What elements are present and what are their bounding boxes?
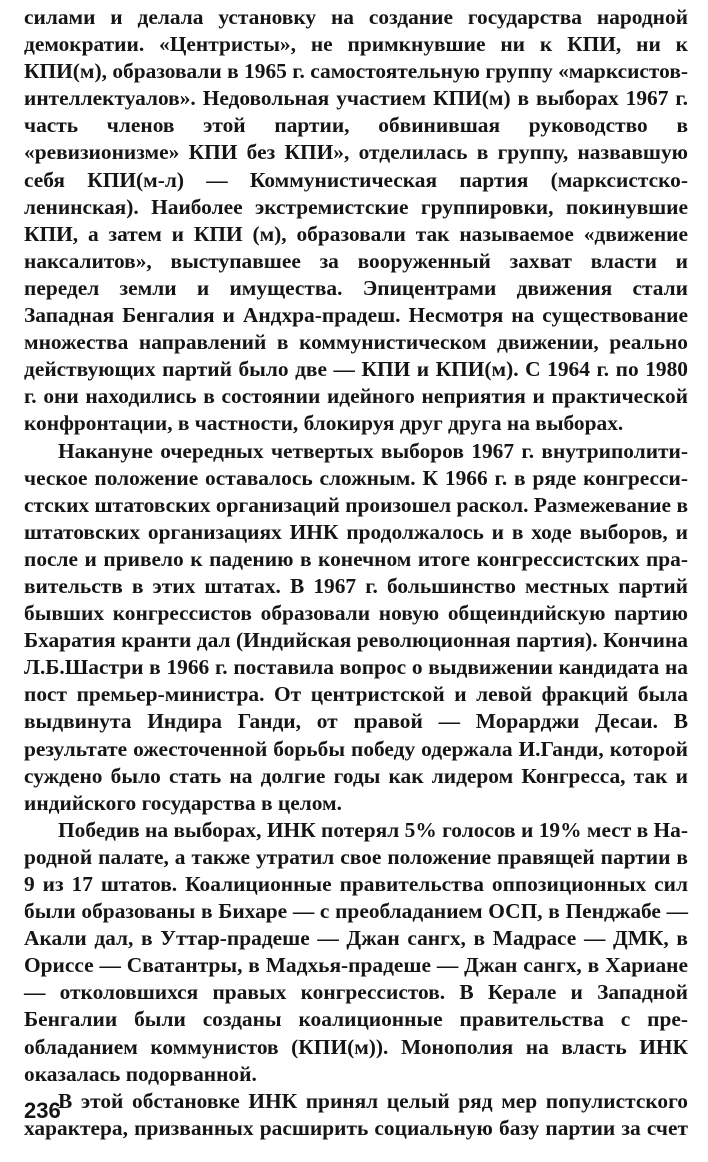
paragraph-2: Накануне очередных четвертых выборов 1967 г. внутриполитическое положение оставалось сложным. К 1966 г. в ряде конгрессистских штатовских организаций произошел раскол. Размежевание в штатовских организациях ИНК продолжалось и в ходе выборов, и после и привело к падению в конечном итоге конгрессистских правительств в этих штатах. В 1967 г. большинство местных партий бывших конгрессистов образовали новую общеиндийскую партию Бхаратия кранти дал (Индийская революционная партия). Кончина Л.Б.Шастри в 1966 г. поставила вопрос о выдвижении кандидата на пост премьер-министра. От центристской и левой фракций была выдвинута Индира Ганди, от правой — Морарджи Десаи. В результате ожесточенной борьбы победу одержала И.Ганди, которой суждено было стать на долгие годы как лидером Конгресса, так и индийского государства в целом. (24, 438, 688, 815)
page-number: 236 (24, 1098, 61, 1123)
paragraph-3: Победив на выборах, ИНК потерял 5% голосов и 19% мест в Народной палате, а также утратил свое положение правящей партии в 9 из 17 штатов. Коалиционные правительства оппозиционных сил были образованы в Бихаре — с преобладанием ОСП, в Пенджабе — Акали дал, в Уттар-прадеше — Джан сангх, в Мадрасе — ДМК, в Ориссе — Сватантры, в Мадхья-прадеше — Джан сангх, в Хариане — отколовшихся правых конгрессистов. В Керале и Западной Бенгалии были созданы коалиционные правительства с преобладанием коммунистов (КПИ(м)). Монополия на власть ИНК оказалась подорванной. (24, 817, 688, 1086)
paragraph-1: силами и делала установку на создание государства народной демократии. «Центристы», не примкнувшие ни к КПИ, ни к КПИ(м), образовали в 1965 г. самостоятельную группу «марксистов-интеллектуалов». Недовольная участием КПИ(м) в выборах 1967 г. часть членов этой партии, обвинившая руководство в «ревизионизме» КПИ без КПИ», отделилась в группу, назвавшую себя КПИ(м-л) — Коммунистическая партия (марксистско-ленинская). Наиболее экстремистские группировки, покинувшие КПИ, а затем и КПИ (м), образовали так называемое «движение наксалитов», выступавшее за вооруженный захват власти и передел земли и имущества. Эпицентрами движения стали Западная Бенгалия и Андхра-прадеш. Несмотря на существование множества направлений в коммунистическом движении, реально действующих партий было две — КПИ и КПИ(м). С 1964 г. по 1980 г. они находились в состоянии идейного неприятия и практической конфронтации, в частности, блокируя друг друга на выборах. (24, 5, 688, 436)
paragraph-4: В этой обстановке ИНК принял целый ряд мер популистского характера, призванных расширить социальную базу партии за счет (24, 1088, 688, 1140)
document-page (24, 4, 688, 1142)
